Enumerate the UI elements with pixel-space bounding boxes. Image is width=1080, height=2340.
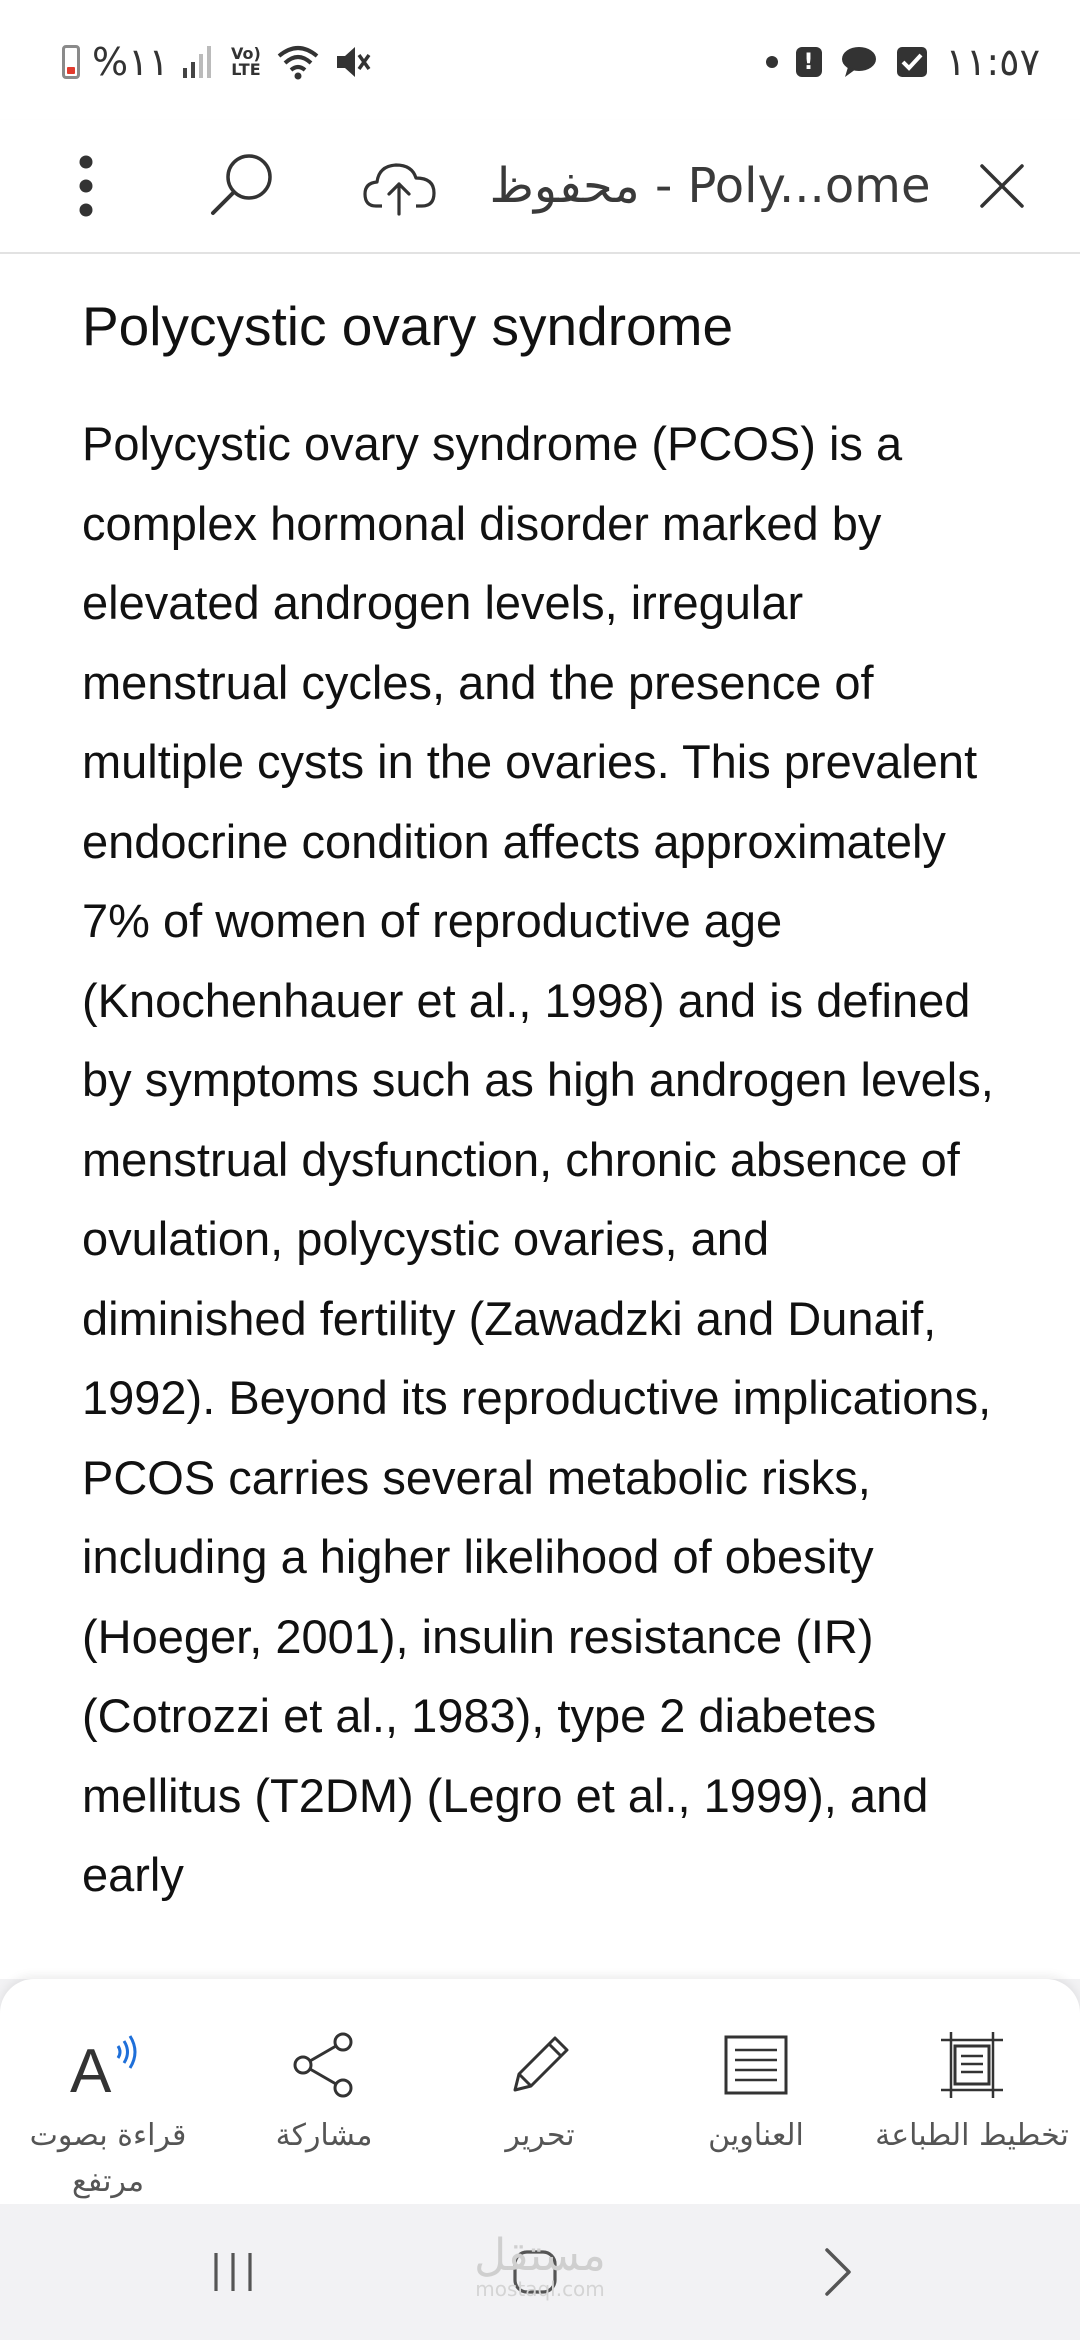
svg-text:A: A bbox=[70, 2037, 112, 2100]
read-aloud-label: قراءة بصوت مرتفع bbox=[29, 2118, 187, 2199]
document-paragraph: Polycystic ovary syndrome (PCOS) is a complex hormonal disorder marked by elevated androgen levels, irregular menstrual cycles, and the presence of multiple cysts in the ovaries. This prevalent endocrine condition affects approximately 7% of women of reproductive age (Knochenhauer et al., 1998) and is defined by symptoms such as high androgen levels, menstrual dysfunction, chronic absence of ovulation, polycystic ovaries, and diminished fertility (Zawadzki and Dunaif, 1992). Beyond its reproductive implications, PCOS carries several metabolic risks, including a higher likelihood of obesity (Hoeger, 2001), insulin resistance (IR) (Cotrozzi et al., 1983), type 2 diabetes mellitus (T2DM) (Legro et al., 1999), and early bbox=[82, 417, 994, 1901]
status-bar bbox=[0, 0, 1080, 120]
edit-label: تحرير bbox=[505, 2118, 575, 2153]
share-button[interactable] bbox=[216, 1979, 432, 2204]
alert-icon: ! bbox=[796, 47, 822, 77]
watermark-logo: مستقل bbox=[474, 2230, 606, 2281]
document-heading: Polycystic ovary syndrome bbox=[82, 295, 734, 357]
edit-button[interactable] bbox=[432, 1979, 648, 2204]
print-layout-label: تخطيط الطباعة bbox=[875, 2118, 1069, 2153]
close-icon bbox=[978, 162, 1026, 210]
more-vertical-icon bbox=[76, 154, 96, 218]
search-button[interactable] bbox=[202, 146, 282, 226]
headings-label: العناوين bbox=[708, 2118, 804, 2153]
print-layout-button[interactable] bbox=[864, 1979, 1080, 2204]
read-aloud-icon bbox=[68, 2025, 148, 2105]
chevron-right-icon bbox=[817, 2244, 857, 2300]
share-icon bbox=[284, 2025, 364, 2105]
status-left bbox=[62, 40, 373, 84]
bottom-action-bar bbox=[0, 1979, 1080, 2204]
app-toolbar bbox=[0, 120, 1080, 254]
battery-percent: %١١ bbox=[92, 40, 169, 84]
read-aloud-button[interactable] bbox=[0, 1979, 216, 2204]
share-label: مشاركة bbox=[275, 2118, 373, 2153]
headings-button[interactable] bbox=[648, 1979, 864, 2204]
notification-dot-icon bbox=[766, 56, 778, 68]
battery-icon bbox=[62, 45, 80, 79]
lte-badge: Vo) LTE bbox=[231, 44, 261, 79]
clock: ١١:٥٧ bbox=[945, 40, 1040, 84]
chat-bubble-icon bbox=[840, 45, 878, 79]
close-button[interactable] bbox=[962, 146, 1042, 226]
signal-icon bbox=[181, 44, 217, 80]
headings-icon bbox=[716, 2025, 796, 2105]
wifi-icon bbox=[275, 42, 321, 82]
cloud-upload-icon bbox=[362, 156, 438, 216]
search-icon bbox=[207, 151, 277, 221]
recent-apps-button[interactable] bbox=[188, 2232, 278, 2312]
system-nav-bar bbox=[0, 2204, 1080, 2340]
pencil-icon bbox=[500, 2025, 580, 2105]
more-options-button[interactable] bbox=[46, 146, 126, 226]
save-to-cloud-button[interactable] bbox=[360, 146, 440, 226]
back-button[interactable] bbox=[792, 2232, 882, 2312]
watermark bbox=[460, 2230, 620, 2301]
mute-icon bbox=[333, 42, 373, 82]
document-view[interactable] bbox=[0, 254, 1080, 1979]
status-right bbox=[766, 40, 1040, 84]
checkbox-icon bbox=[896, 46, 928, 78]
print-layout-icon bbox=[932, 2025, 1012, 2105]
document-title-bar[interactable]: محفوظ - Poly...ome bbox=[489, 158, 931, 214]
recent-apps-icon bbox=[208, 2247, 258, 2297]
watermark-url: mostaql.com bbox=[475, 2277, 605, 2301]
